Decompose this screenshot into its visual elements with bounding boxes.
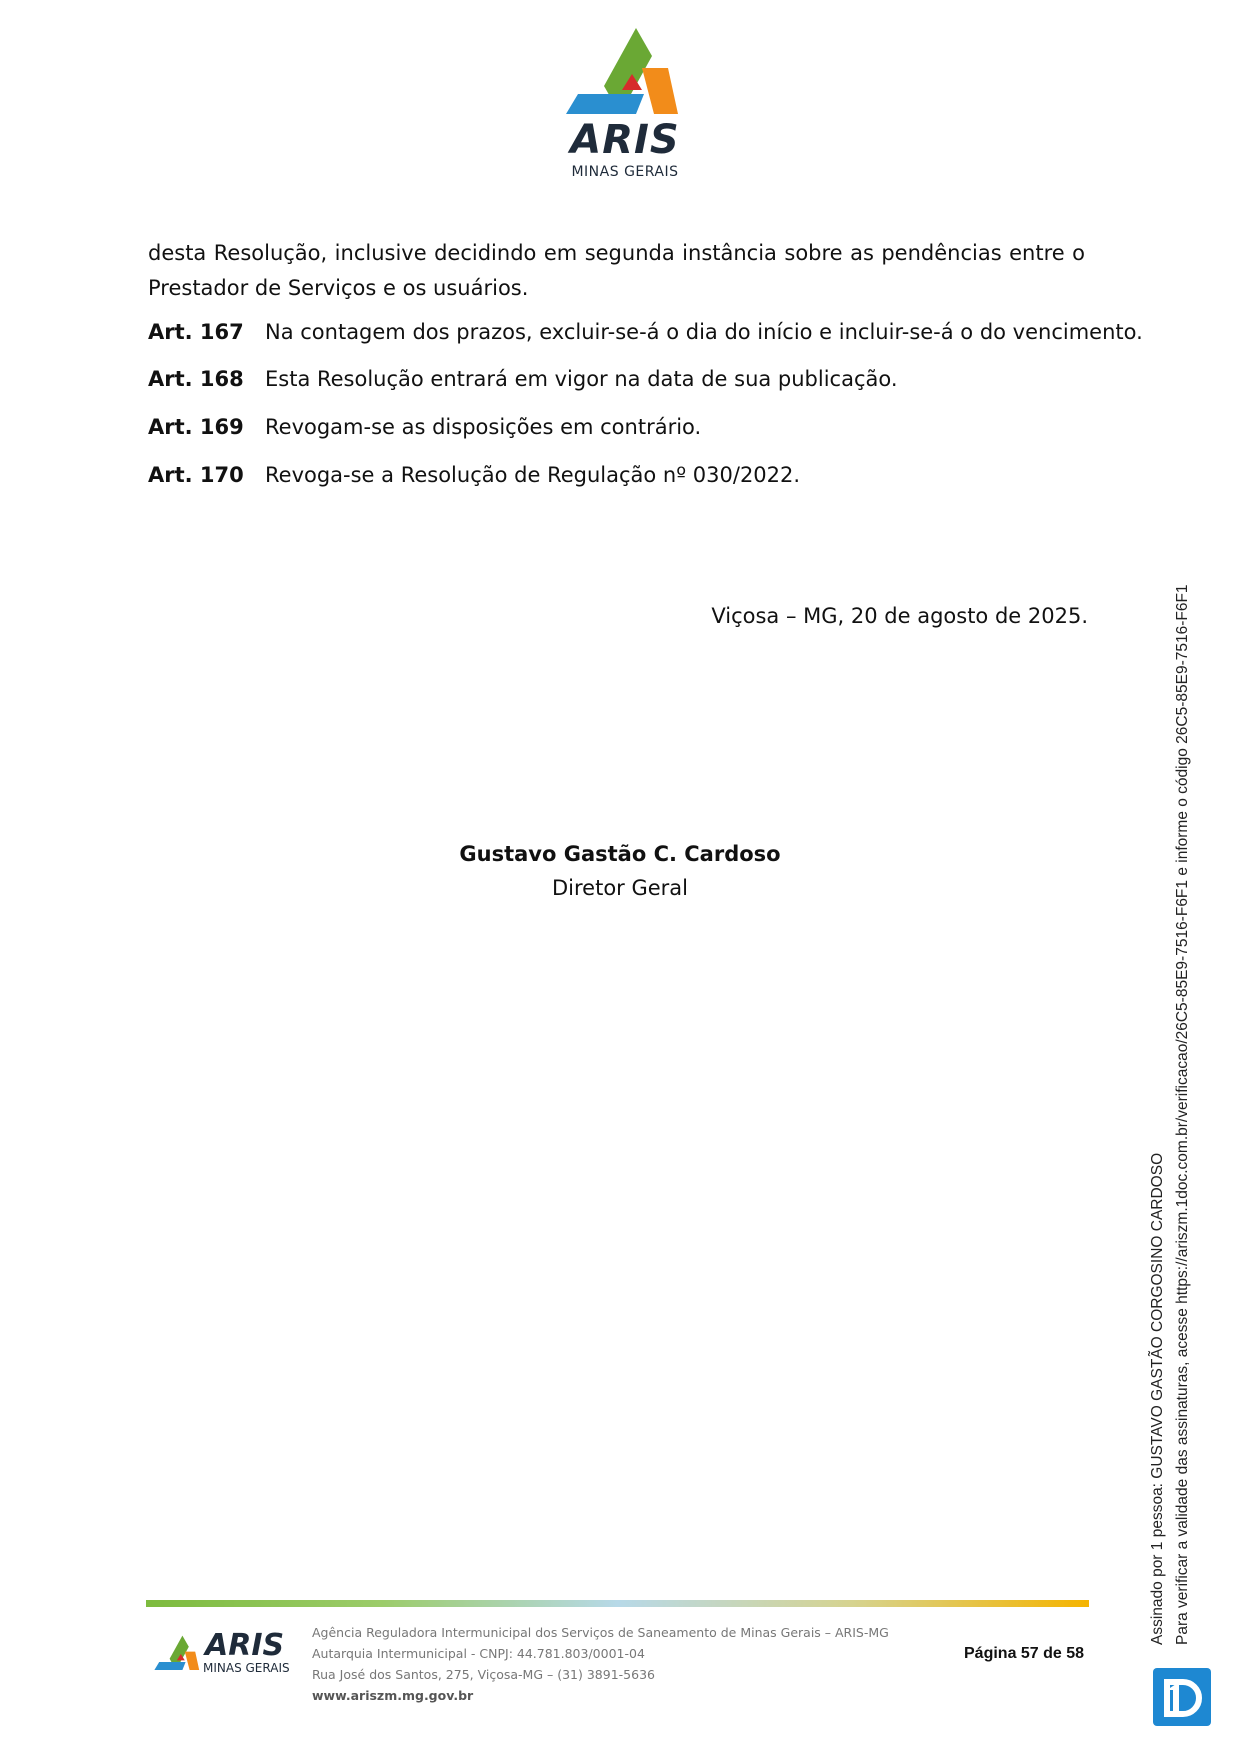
signature-notice: [1145, 584, 1195, 1645]
page-number: Página 57 de 58: [964, 1645, 1085, 1662]
intro-line-1: desta Resolução, inclusive decidindo em segunda instância sobre as pendências entre o: [148, 241, 1085, 265]
footer-address: Rua José dos Santos, 275, Viçosa-MG – (31) 3891-5636: [312, 1667, 655, 1682]
footer-logo: [152, 1628, 302, 1678]
signer-role: Diretor Geral: [551, 876, 689, 900]
footer-divider: [146, 1600, 1089, 1607]
intro-paragraph: [148, 236, 1085, 306]
signature-signer-line: Assinado por 1 pessoa: GUSTAVO GASTÃO CORGOSINO CARDOSO: [1149, 1152, 1166, 1645]
article-text: Esta Resolução entrará em vigor na data de sua publicação.: [265, 367, 898, 391]
footer-logo-wordmark: ARIS: [205, 1628, 285, 1663]
intro-line-2: Prestador de Serviços e os usuários.: [148, 276, 529, 300]
place-date: Viçosa – MG, 20 de agosto de 2025.: [711, 604, 1088, 628]
footer-cnpj: Autarquia Intermunicipal - CNPJ: 44.781.803/0001-04: [312, 1646, 645, 1661]
article-167: [148, 320, 1143, 350]
footer-website-link[interactable]: www.ariszm.mg.gov.br: [312, 1688, 474, 1703]
article-number: Art. 167: [148, 320, 244, 344]
footer-info: [312, 1622, 889, 1706]
article-number: Art. 168: [148, 367, 244, 391]
1doc-badge-icon: [1153, 1668, 1211, 1726]
logo-wordmark: ARIS: [570, 117, 680, 163]
aris-logo-mark-icon: [560, 24, 690, 119]
article-text: Revogam-se as disposições em contrário.: [265, 415, 702, 439]
article-text: Revoga-se a Resolução de Regulação nº 030/2022.: [265, 463, 801, 487]
footer-logo-subtitle: MINAS GERAIS: [203, 1661, 290, 1675]
aris-logo-mark-icon: [152, 1630, 204, 1676]
logo-subtitle: MINAS GERAIS: [571, 164, 679, 180]
article-number: Art. 170: [148, 463, 244, 487]
article-170: [148, 463, 1098, 493]
article-168: [148, 367, 1098, 397]
signer-name: Gustavo Gastão C. Cardoso: [459, 842, 781, 866]
article-169: [148, 415, 1098, 445]
article-text: Na contagem dos prazos, excluir-se-á o dia do início e incluir-se-á o do vencimento.: [265, 320, 1143, 344]
signature-verification-link[interactable]: Para verificar a validade das assinaturas, acesse https://ariszm.1doc.com.br/verificacao/26C5-85E9-7516-F6F1 e informe o código 26C5-85E9-7516-F6F1: [1174, 584, 1191, 1645]
footer-agency-name: Agência Reguladora Intermunicipal dos Serviços de Saneamento de Minas Gerais – ARIS-MG: [312, 1625, 889, 1640]
article-number: Art. 169: [148, 415, 244, 439]
header-logo: [560, 24, 690, 184]
